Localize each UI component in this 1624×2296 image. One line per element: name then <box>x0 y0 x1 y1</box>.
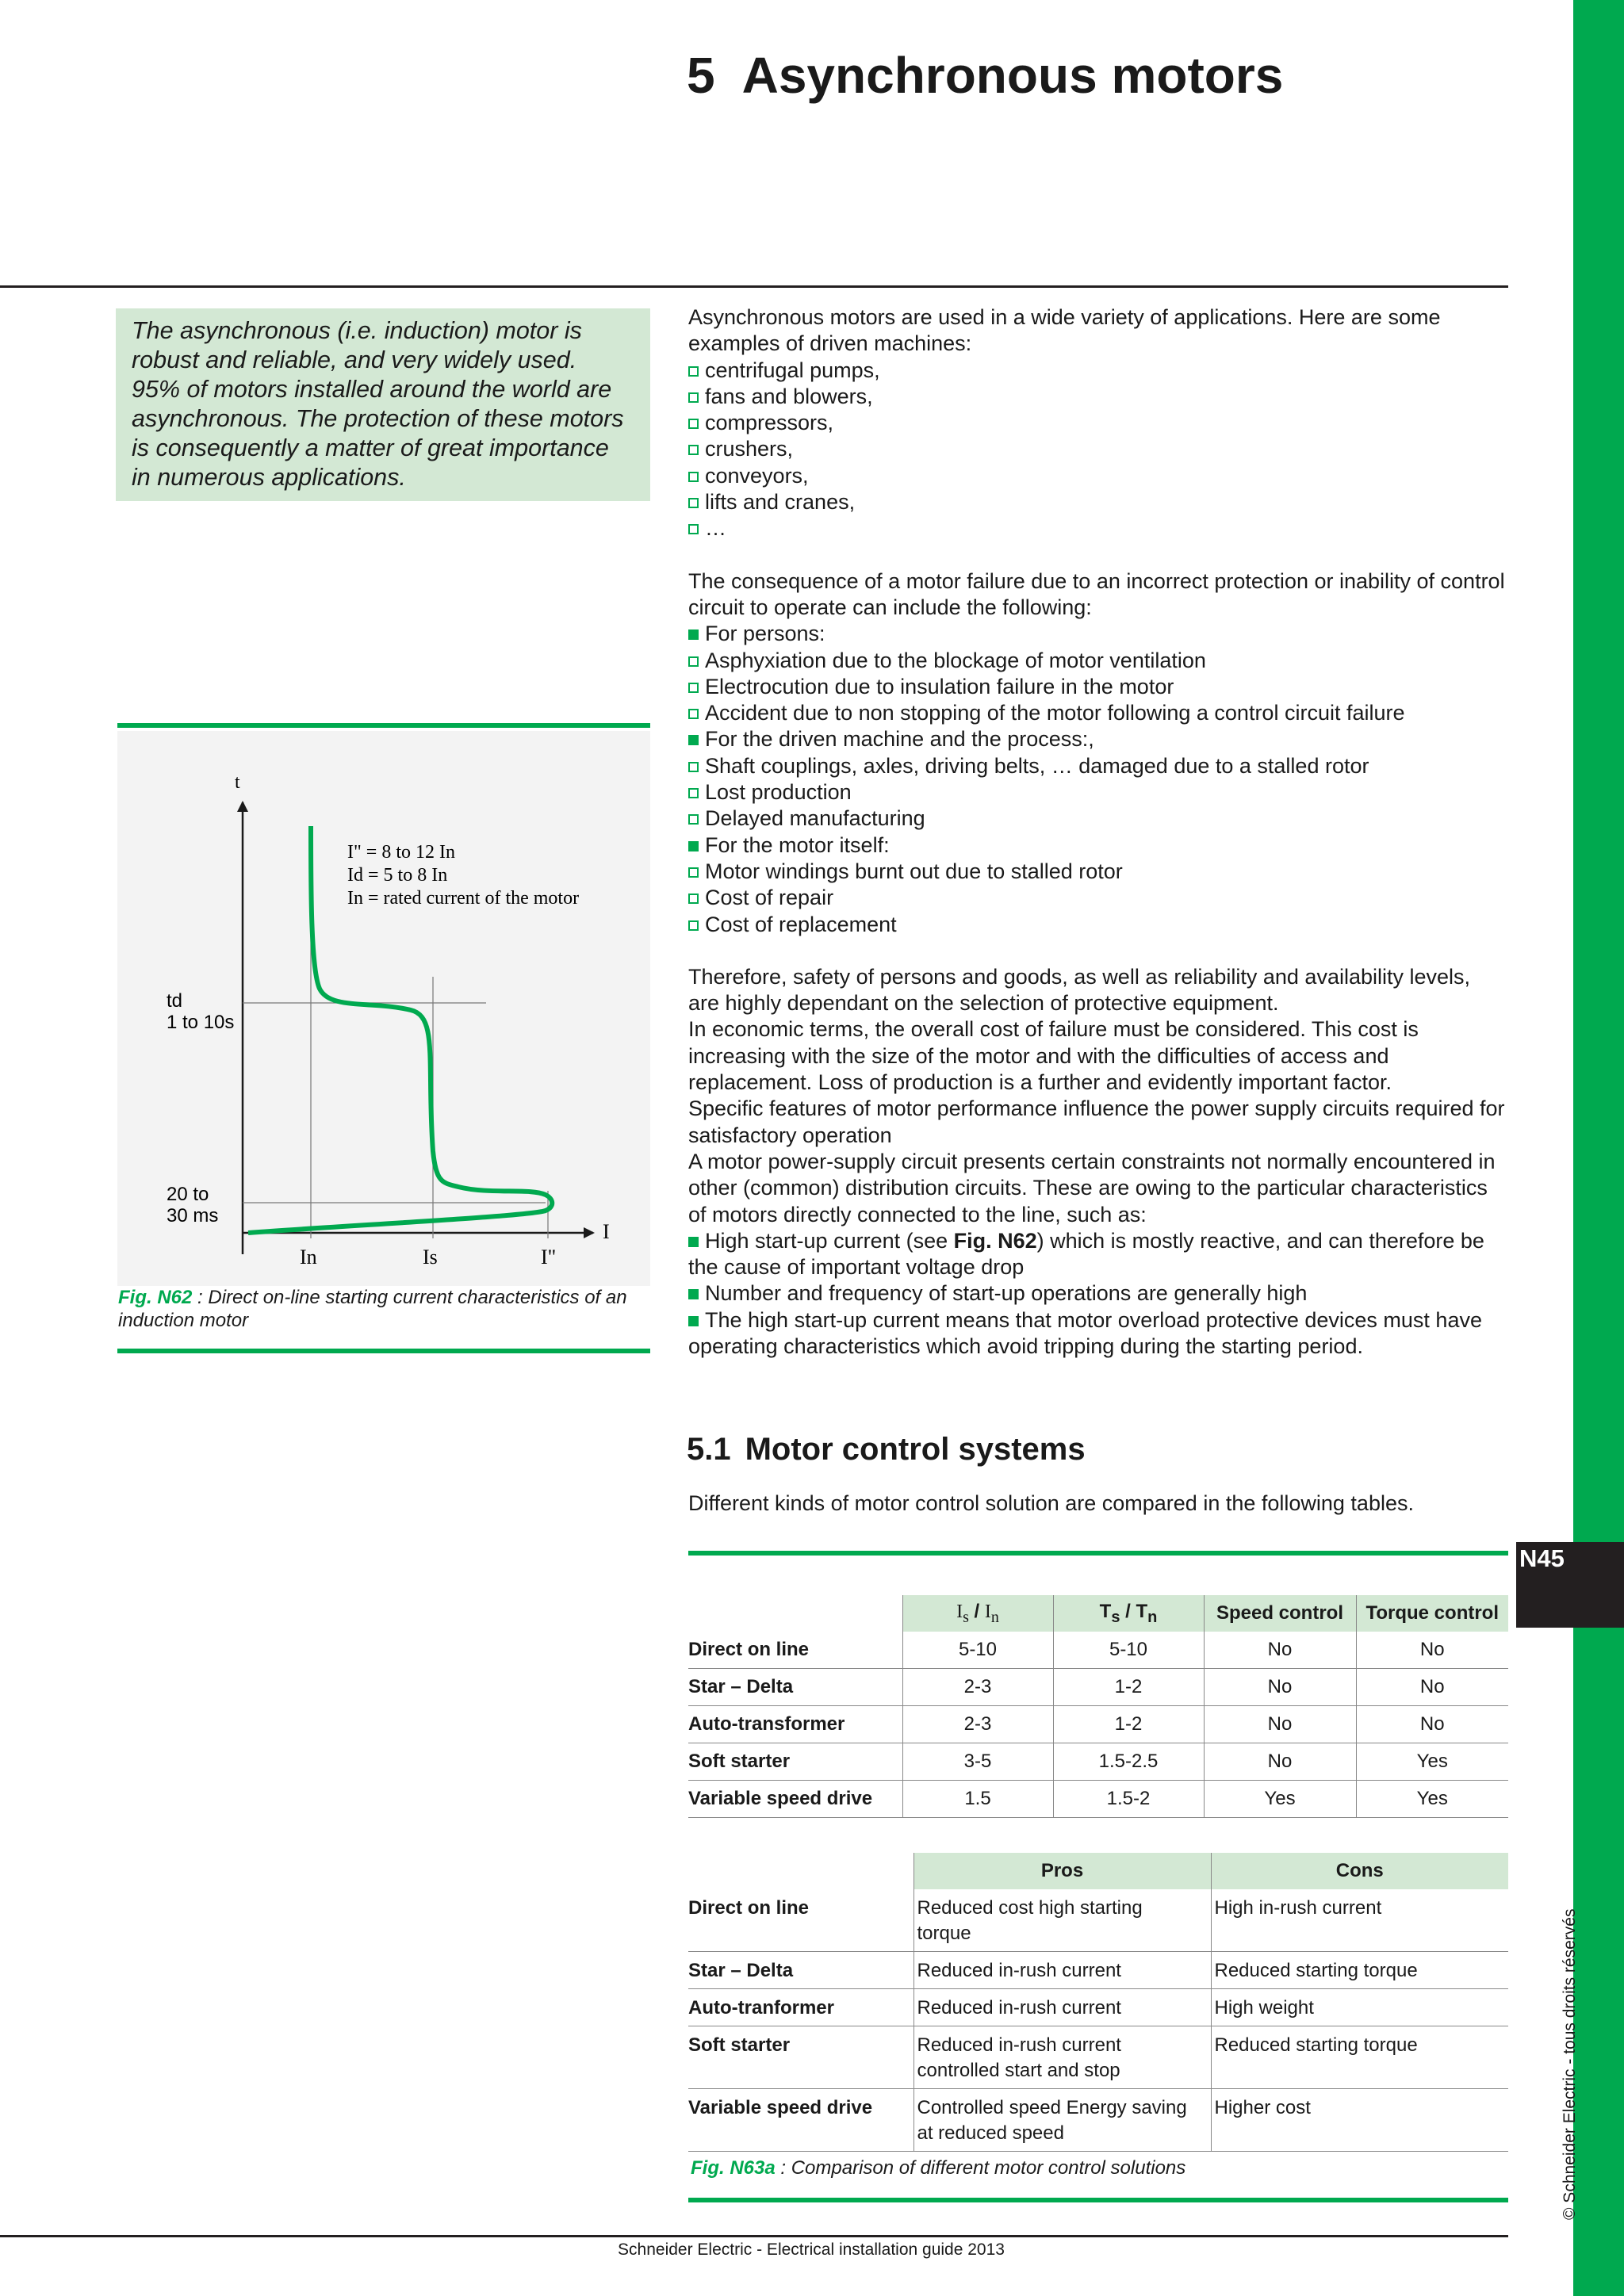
hollow-square-bullet-icon <box>688 366 699 377</box>
copyright-notice: © Schneider Electric - tous droits réservés <box>1561 1908 1579 2220</box>
table-row <box>688 1632 1508 1669</box>
row-header: Variable speed drive <box>688 1781 902 1818</box>
list-item: crushers, <box>688 436 1507 462</box>
hollow-square-bullet-icon <box>688 920 699 931</box>
x-tick-is: Is <box>423 1246 438 1269</box>
page-footer: Schneider Electric - Electrical installation guide 2013 <box>618 2241 1005 2259</box>
cons-cell: High in-rush current <box>1211 1889 1508 1952</box>
header-rule <box>0 285 1508 288</box>
filled-square-bullet-icon <box>688 735 699 745</box>
footer-rule <box>0 2235 1508 2237</box>
table-row <box>688 1743 1508 1781</box>
figure-bottom-rule <box>117 1349 650 1353</box>
pros-cell: Reduced in-rush current <box>914 1989 1211 2026</box>
hollow-square-bullet-icon <box>688 814 699 825</box>
header-ts-tn: $T_s / T_n$ <box>1053 1595 1204 1632</box>
table-cell: Yes <box>1356 1743 1508 1781</box>
list-item: The high start-up current means that motor overload protective devices must have operating characteristics which avoid tripping during the starting period. <box>688 1307 1482 1358</box>
table-cell: No <box>1204 1632 1356 1669</box>
hollow-square-bullet-icon <box>688 392 699 403</box>
list-item: Accident due to non stopping of the motor following a control circuit failure <box>688 700 1507 726</box>
x-tick-in: In <box>300 1246 317 1269</box>
list-item: Delayed manufacturing <box>688 806 1507 832</box>
cons-cell: Reduced starting torque <box>1211 2026 1508 2089</box>
ms-range-label: 30 ms <box>167 1205 219 1226</box>
section-intro: Different kinds of motor control solution are compared in the following tables. <box>688 1491 1414 1515</box>
hollow-square-bullet-icon <box>688 683 699 693</box>
lead-line: robust and reliable, and very widely used. <box>132 346 577 373</box>
table-cell: 3-5 <box>902 1743 1053 1781</box>
list-item: Lost production <box>688 779 1507 806</box>
filled-square-bullet-icon <box>688 1289 699 1299</box>
constraints-list <box>688 1228 1507 1360</box>
header-pros: Pros <box>914 1853 1211 1889</box>
list-item: … <box>688 515 1507 541</box>
table-cell: No <box>1204 1743 1356 1781</box>
chapter-number: 5 <box>687 47 715 104</box>
ms-label: 20 to <box>167 1184 209 1205</box>
table-row <box>688 1889 1508 1952</box>
cons-cell: High weight <box>1211 1989 1508 2026</box>
table-row <box>688 2026 1508 2089</box>
hollow-square-bullet-icon <box>688 762 699 772</box>
x-tick-ipp: I" <box>541 1246 557 1269</box>
table-cell: 1-2 <box>1053 1706 1204 1743</box>
list-item: conveyors, <box>688 463 1507 489</box>
intro-paragraph: Asynchronous motors are used in a wide variety of applications. Here are some examples of driven machines: <box>688 305 1441 356</box>
pros-cell: Reduced in-rush current <box>914 1952 1211 1989</box>
hollow-square-bullet-icon <box>688 524 699 534</box>
hollow-square-bullet-icon <box>688 472 699 482</box>
list-item: lifts and cranes, <box>688 489 1507 515</box>
starting-current-diagram <box>117 731 650 1286</box>
features-paragraph: Specific features of motor performance influence the power supply circuits required for satisfactory operation <box>688 1096 1505 1147</box>
table-cell: 5-10 <box>1053 1632 1204 1669</box>
figure-top-rule <box>117 723 650 728</box>
pros-cell: Controlled speed Energy saving at reduced speed <box>914 2089 1211 2152</box>
td-range-label: 1 to 10s <box>167 1012 235 1033</box>
table-corner <box>688 1595 902 1632</box>
side-green-bar <box>1573 0 1624 2296</box>
row-header: Variable speed drive <box>688 2089 914 2152</box>
consequence-paragraph: The consequence of a motor failure due to an incorrect protection or inability of control circuit to operate can include the following: <box>688 568 1505 619</box>
row-header: Star – Delta <box>688 1952 914 1989</box>
list-item: centrifugal pumps, <box>688 358 1507 384</box>
hollow-square-bullet-icon <box>688 788 699 798</box>
lead-line: is consequently a matter of great importance <box>132 434 609 461</box>
header-speed-control: Speed control <box>1204 1595 1356 1632</box>
filled-square-bullet-icon <box>688 629 699 640</box>
pros-cell: Reduced in-rush current controlled start and stop <box>914 2026 1211 2089</box>
legend-line: Id = 5 to 8 In <box>347 865 448 886</box>
machines-list <box>688 358 1507 542</box>
header-is-in: $I_s / I_n$ <box>902 1595 1053 1632</box>
filled-square-bullet-icon <box>688 1316 699 1326</box>
list-item: fans and blowers, <box>688 384 1507 410</box>
lead-summary-box <box>116 308 650 501</box>
row-header: Soft starter <box>688 2026 914 2089</box>
table-cell: 1-2 <box>1053 1669 1204 1706</box>
lead-line: in numerous applications. <box>132 464 406 491</box>
lead-line: 95% of motors installed around the world are <box>132 376 612 403</box>
list-item: Shaft couplings, axles, driving belts, … damaged due to a stalled rotor <box>688 753 1507 779</box>
safety-paragraph: Therefore, safety of persons and goods, as well as reliability and availability levels, are highly dependant on the selection of protective equipment. <box>688 964 1471 1016</box>
chapter-title-text: Asynchronous motors <box>741 47 1284 104</box>
page-number-tab: N45 <box>1516 1542 1624 1628</box>
header-torque-control: Torque control <box>1356 1595 1508 1632</box>
row-header: Auto-transformer <box>688 1706 902 1743</box>
td-label: td <box>167 990 183 1012</box>
legend-line: I" = 8 to 12 In <box>347 842 455 863</box>
row-header: Star – Delta <box>688 1669 902 1706</box>
table-cell: 1.5 <box>902 1781 1053 1818</box>
table-cell: No <box>1204 1669 1356 1706</box>
caption-label: Fig. N63a <box>691 2157 776 2179</box>
hollow-square-bullet-icon <box>688 709 699 719</box>
table-row <box>688 1706 1508 1743</box>
table-row <box>688 1952 1508 1989</box>
table-row <box>688 1781 1508 1818</box>
row-header: Soft starter <box>688 1743 902 1781</box>
list-item: Electrocution due to insulation failure in the motor <box>688 674 1507 700</box>
table-cell: No <box>1204 1706 1356 1743</box>
filled-square-bullet-icon <box>688 841 699 851</box>
table-cell: No <box>1356 1706 1508 1743</box>
table-row <box>688 2089 1508 2152</box>
pros-cons-table <box>688 1853 1508 2152</box>
list-item: Cost of replacement <box>688 912 1507 938</box>
caption-label: Fig. N62 <box>118 1287 193 1308</box>
list-item: Asphyxiation due to the blockage of motor ventilation <box>688 648 1507 674</box>
table-cell: 5-10 <box>902 1632 1053 1669</box>
pros-cell: Reduced cost high starting torque <box>914 1889 1211 1952</box>
list-item: Number and frequency of start-up operations are generally high <box>688 1280 1507 1307</box>
figure-reference: Fig. N62 <box>953 1228 1037 1253</box>
figure-n62-caption: Fig. N62 : Direct on-line starting current characteristics of an induction motor <box>118 1287 627 1331</box>
filled-square-bullet-icon <box>688 1237 699 1247</box>
figure-n62 <box>117 731 650 1286</box>
section-number: 5.1 <box>687 1432 731 1467</box>
hollow-square-bullet-icon <box>688 445 699 455</box>
x-axis-label: I <box>603 1220 610 1243</box>
table-cell: 1.5-2.5 <box>1053 1743 1204 1781</box>
table-cell: 1.5-2 <box>1053 1781 1204 1818</box>
table-cell: Yes <box>1204 1781 1356 1818</box>
constraints-paragraph: A motor power-supply circuit presents certain constraints not normally encountered in other (common) distribution circuits. These are owing to the particular characteristics of motors directly connected to the line, such as: <box>688 1149 1496 1226</box>
table-cell: 2-3 <box>902 1706 1053 1743</box>
chapter-title <box>687 46 1283 105</box>
list-item: Cost of repair <box>688 885 1507 911</box>
hollow-square-bullet-icon <box>688 656 699 667</box>
table-row <box>688 1989 1508 2026</box>
table-cell: 2-3 <box>902 1669 1053 1706</box>
cons-cell: Reduced starting torque <box>1211 1952 1508 1989</box>
table-cell: No <box>1356 1632 1508 1669</box>
hollow-square-bullet-icon <box>688 419 699 429</box>
y-axis-label: t <box>235 772 240 793</box>
cons-cell: Higher cost <box>1211 2089 1508 2152</box>
legend-line: In = rated current of the motor <box>347 888 580 909</box>
current-curve <box>248 826 552 1233</box>
table-row <box>688 1669 1508 1706</box>
table-corner <box>688 1853 914 1889</box>
list-item: For the motor itself: <box>688 832 1507 859</box>
hollow-square-bullet-icon <box>688 867 699 878</box>
consequences-list <box>688 621 1507 938</box>
list-item: Motor windings burnt out due to stalled rotor <box>688 859 1507 885</box>
table-cell: No <box>1356 1669 1508 1706</box>
hollow-square-bullet-icon <box>688 498 699 508</box>
section-title: 5.1 Motor control systems <box>687 1432 1086 1467</box>
table-bottom-rule <box>688 2198 1508 2202</box>
list-item: For persons: <box>688 621 1507 647</box>
row-header: Direct on line <box>688 1632 902 1669</box>
table-top-rule <box>688 1551 1508 1556</box>
main-text-column <box>688 304 1507 1360</box>
table-cell: Yes <box>1356 1781 1508 1818</box>
lead-line: asynchronous. The protection of these motors <box>132 405 624 432</box>
list-item: High start-up current (see Fig. N62) which is mostly reactive, and can therefore be the cause of important voltage drop <box>688 1228 1484 1280</box>
economic-paragraph: In economic terms, the overall cost of failure must be considered. This cost is increasing with the size of the motor and with the difficulties of access and replacement. Loss of production is a further and evidently important factor. <box>688 1017 1419 1095</box>
lead-line: The asynchronous (i.e. induction) motor is <box>132 317 582 344</box>
motor-control-comparison-table <box>688 1595 1508 1818</box>
figure-n63a-caption: Fig. N63a : Comparison of different motor control solutions <box>691 2157 1186 2179</box>
row-header: Direct on line <box>688 1889 914 1952</box>
list-item: compressors, <box>688 410 1507 436</box>
hollow-square-bullet-icon <box>688 894 699 904</box>
header-cons: Cons <box>1211 1853 1508 1889</box>
row-header: Auto-tranformer <box>688 1989 914 2026</box>
list-item: For the driven machine and the process:, <box>688 726 1507 752</box>
